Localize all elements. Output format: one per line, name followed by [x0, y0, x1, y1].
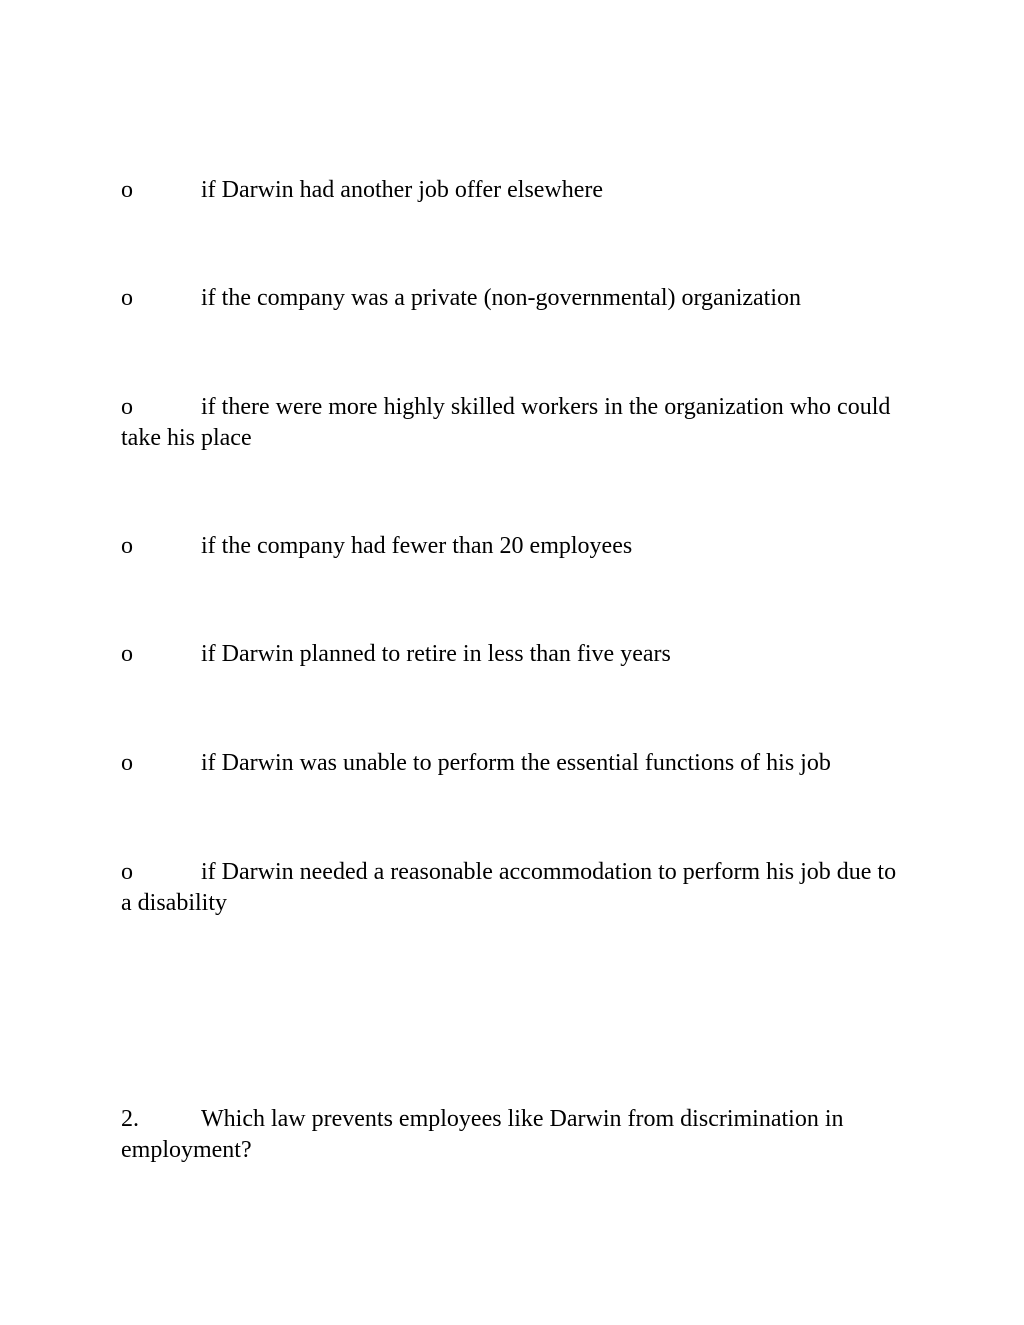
- bullet-marker: o: [121, 750, 133, 776]
- option-text: if Darwin had another job offer elsewhere: [201, 177, 604, 203]
- bullet-marker: o: [121, 394, 133, 420]
- bullet-marker: o: [121, 177, 133, 203]
- option-item: [121, 857, 911, 918]
- option-text: if Darwin planned to retire in less than five years: [201, 641, 671, 667]
- option-text: if Darwin needed a reasonable accommodation to perform his job due to a disability: [121, 859, 897, 916]
- option-item: [121, 283, 911, 314]
- question-item: [121, 1104, 911, 1165]
- question-number: 2.: [121, 1106, 139, 1132]
- bullet-marker: o: [121, 641, 133, 667]
- option-item: [121, 531, 911, 562]
- option-text: if the company was a private (non-governmental) organization: [201, 285, 802, 311]
- option-item: [121, 392, 911, 453]
- option-text: if Darwin was unable to perform the essential functions of his job: [201, 750, 831, 776]
- option-text: if there were more highly skilled workers in the organization who could take his place: [121, 394, 891, 451]
- option-item: [121, 175, 911, 206]
- question-text: Which law prevents employees like Darwin from discrimination in employment?: [121, 1106, 844, 1163]
- bullet-marker: o: [121, 533, 133, 559]
- bullet-marker: o: [121, 285, 133, 311]
- option-item: [121, 639, 911, 670]
- option-text: if the company had fewer than 20 employees: [201, 533, 633, 559]
- option-item: [121, 748, 911, 779]
- bullet-marker: o: [121, 859, 133, 885]
